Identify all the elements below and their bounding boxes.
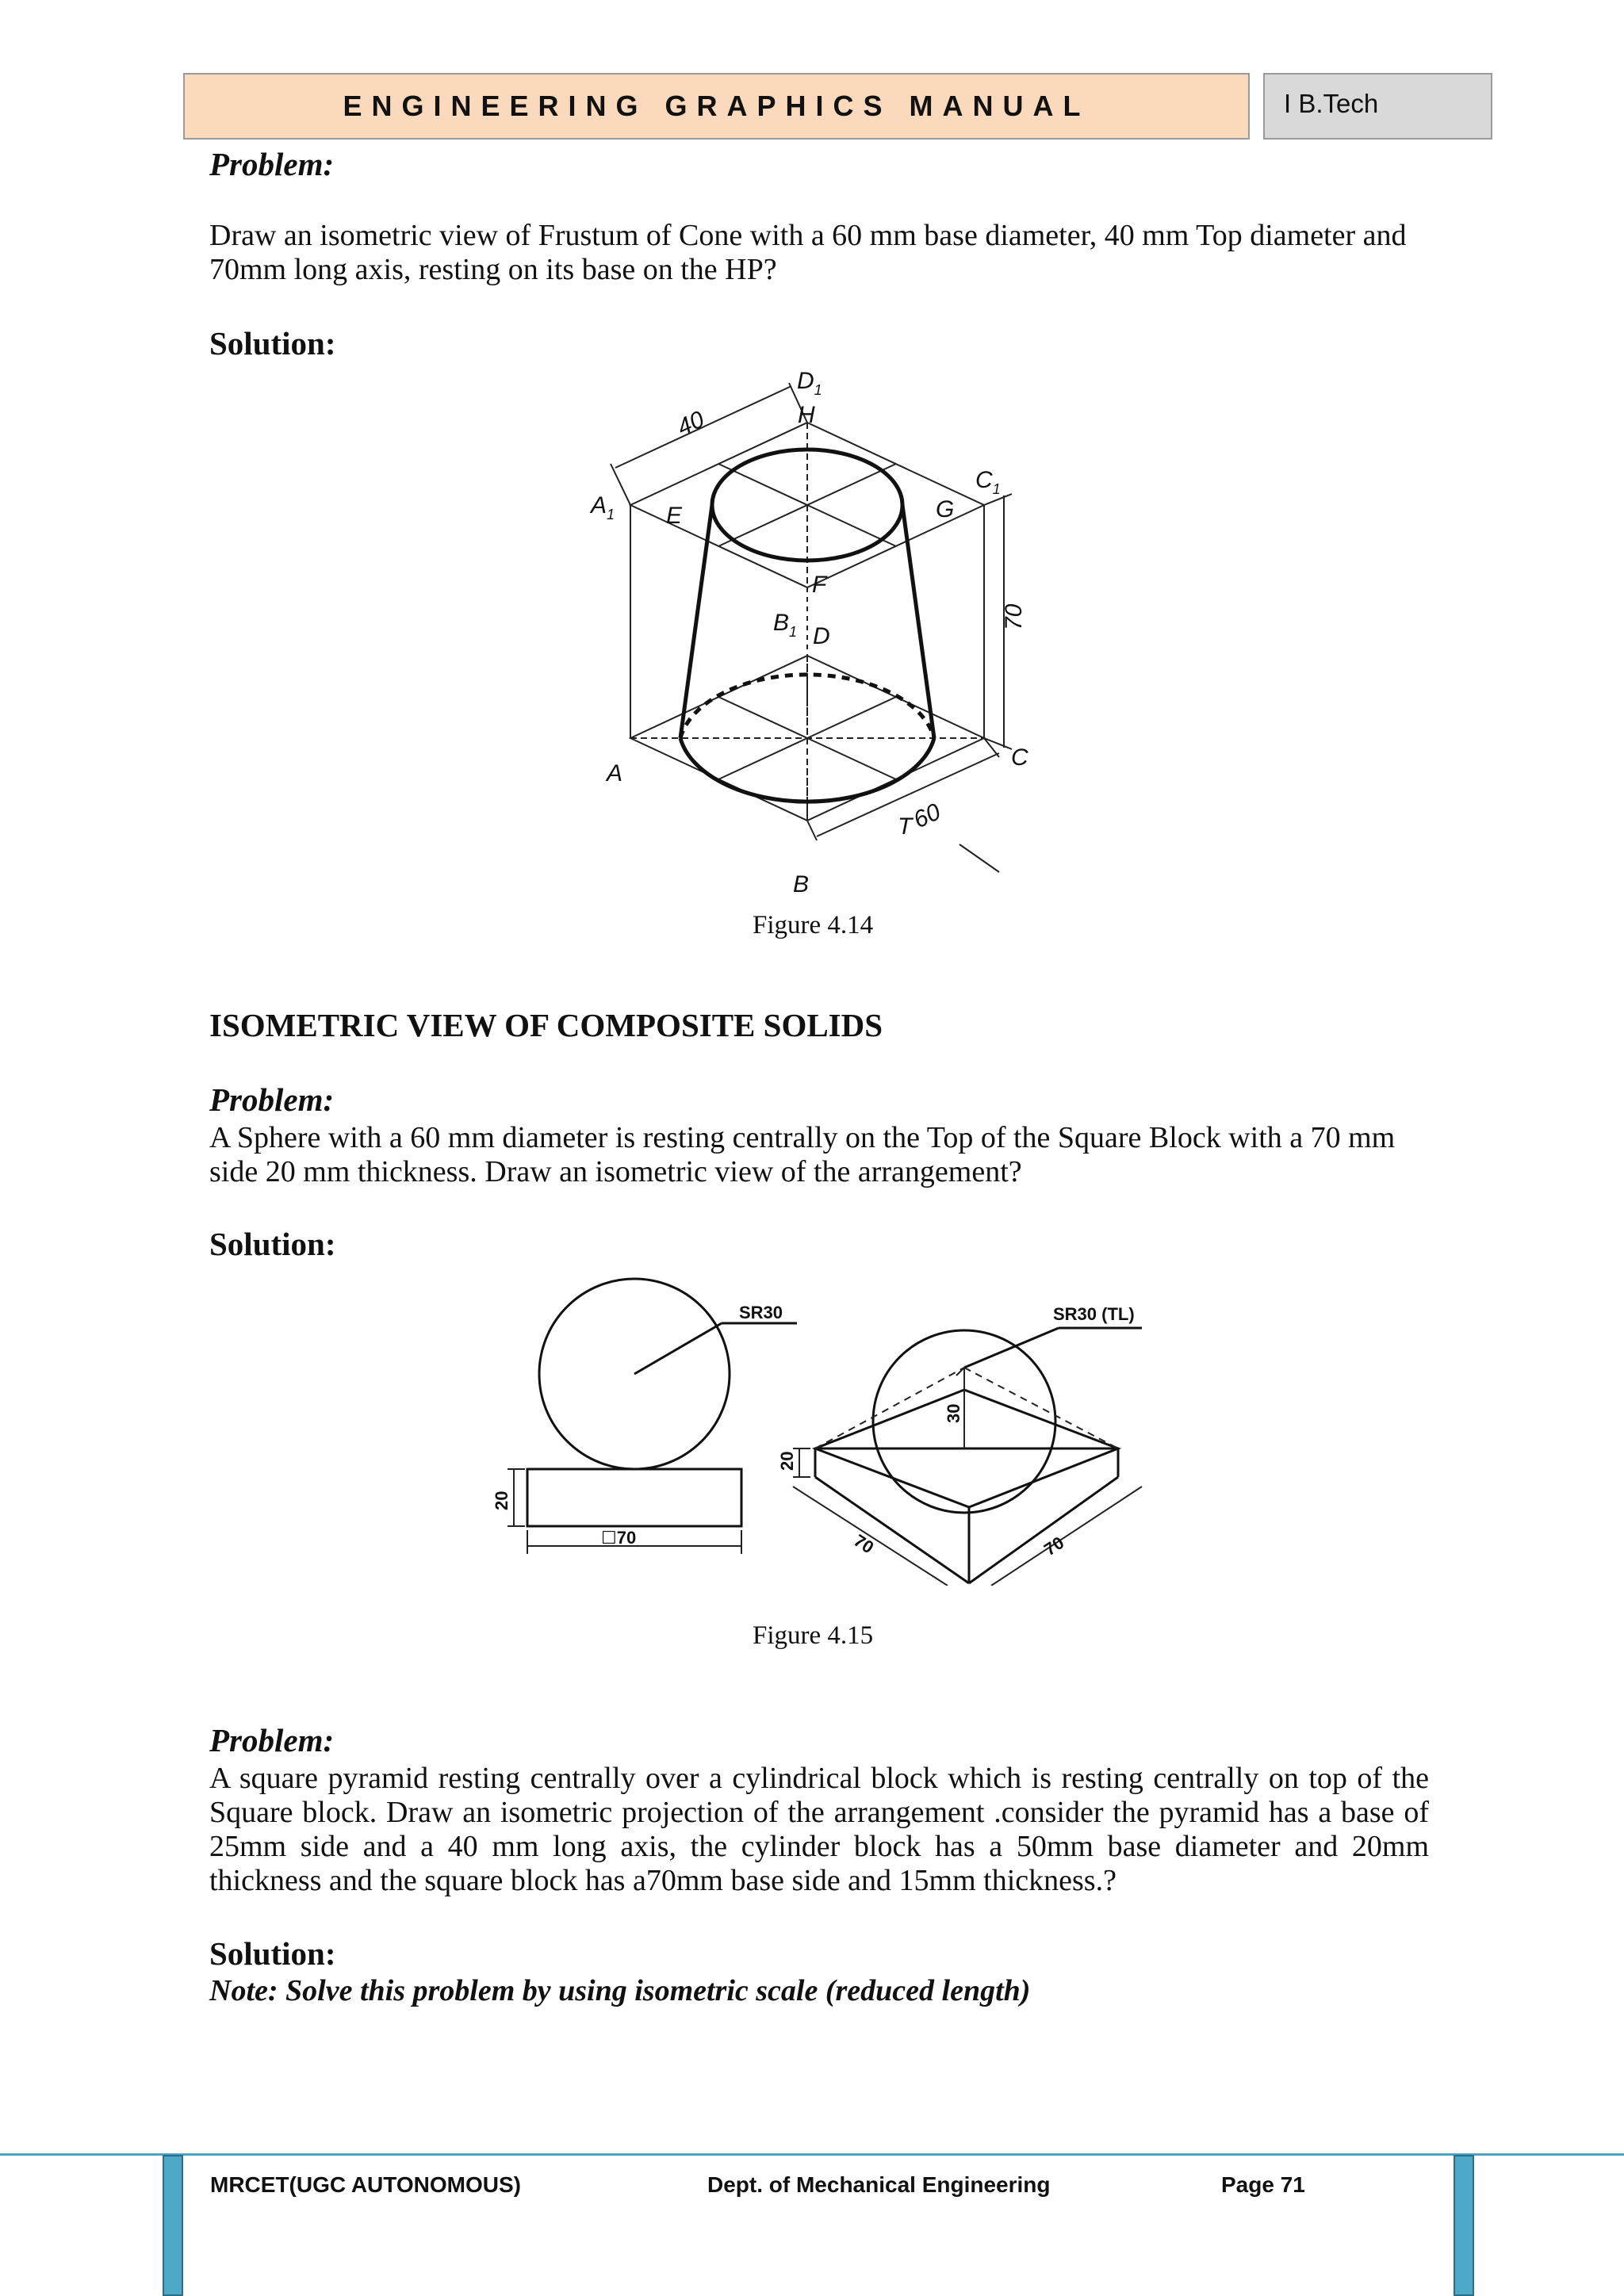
- problem-text: A Sphere with a 60 mm diameter is resting centrally on the Top of the Square Block with a 70 mm side 20 mm thickness. Draw an isometric view of the arrangement?: [209, 1121, 1396, 1188]
- dim-20-left: 20: [492, 1490, 511, 1510]
- figure-caption-2: Figure 4.15: [753, 1621, 874, 1650]
- solution-label: Solution:: [209, 325, 336, 362]
- dim-70: 70: [1001, 603, 1027, 630]
- label-h: H: [798, 402, 815, 428]
- problem-label: Problem:: [209, 1722, 335, 1758]
- problem-label: Problem:: [209, 1081, 335, 1118]
- manual-title: ENGINEERING GRAPHICS MANUAL: [183, 73, 1250, 140]
- solution-note: Note: Solve this problem by using isometric scale (reduced length): [209, 1974, 1031, 2007]
- section-heading: ISOMETRIC VIEW OF COMPOSITE SOLIDS: [209, 1007, 883, 1043]
- footer-department: Dept. of Mechanical Engineering: [707, 2172, 1051, 2197]
- frustum-figure: [579, 361, 1031, 908]
- dim-20-right: 20: [777, 1451, 797, 1471]
- sphere-block-figure: [484, 1272, 1166, 1586]
- solution-label: Solution:: [209, 1226, 336, 1262]
- footer-institution: MRCET(UGC AUTONOMOUS): [210, 2172, 521, 2197]
- footer-bar-right: [1454, 2155, 1474, 2296]
- dim-square-70: ☐70: [601, 1528, 637, 1548]
- solution-label: Solution:: [209, 1935, 336, 1972]
- course-tag: I B.Tech: [1263, 73, 1492, 140]
- label-sr30: SR30: [739, 1303, 783, 1322]
- dim-70-left: 70: [850, 1530, 878, 1558]
- footer-page-number: Page 71: [1221, 2172, 1305, 2197]
- label-t: T: [898, 813, 913, 840]
- label-f: F: [812, 572, 827, 598]
- dim-40: 40: [673, 406, 709, 442]
- label-b: B: [793, 871, 810, 897]
- dim-30: 30: [944, 1403, 963, 1423]
- label-e: E: [666, 503, 683, 529]
- label-g: G: [936, 496, 955, 522]
- label-c1: $C_1$: [975, 467, 1001, 497]
- label-b1: $B_1$: [773, 610, 798, 640]
- label-sr30-tl: SR30 (TL): [1053, 1304, 1135, 1324]
- dim-60: 60: [910, 798, 945, 834]
- problem-text: A square pyramid resting centrally over a cylindrical block which is resting centrally on top of the Square block. Draw an isometric projection of the arrangement .consider the pyramid has a base of 25mm side and a 40 mm long axis, the cylinder block has a 50mm base diameter and 20mm thickness and the square block has a70mm base side and 15mm thickness.?: [209, 1762, 1429, 1897]
- label-a1: $A_1$: [591, 492, 615, 522]
- problem-text: Draw an isometric view of Frustum of Cone with a 60 mm base diameter, 40 mm Top diameter and 70mm long axis, resting on its base on the HP?: [209, 219, 1407, 286]
- footer-bar-left: [163, 2155, 183, 2296]
- label-c: C: [1011, 744, 1028, 771]
- dim-70-right: 70: [1040, 1532, 1068, 1560]
- label-d1: $D_1$: [797, 368, 822, 398]
- problem-label: Problem:: [209, 146, 335, 182]
- footer-divider: [0, 2153, 1624, 2156]
- figure-caption-1: Figure 4.14: [753, 911, 874, 939]
- label-a: A: [607, 760, 623, 786]
- label-d: D: [813, 623, 830, 649]
